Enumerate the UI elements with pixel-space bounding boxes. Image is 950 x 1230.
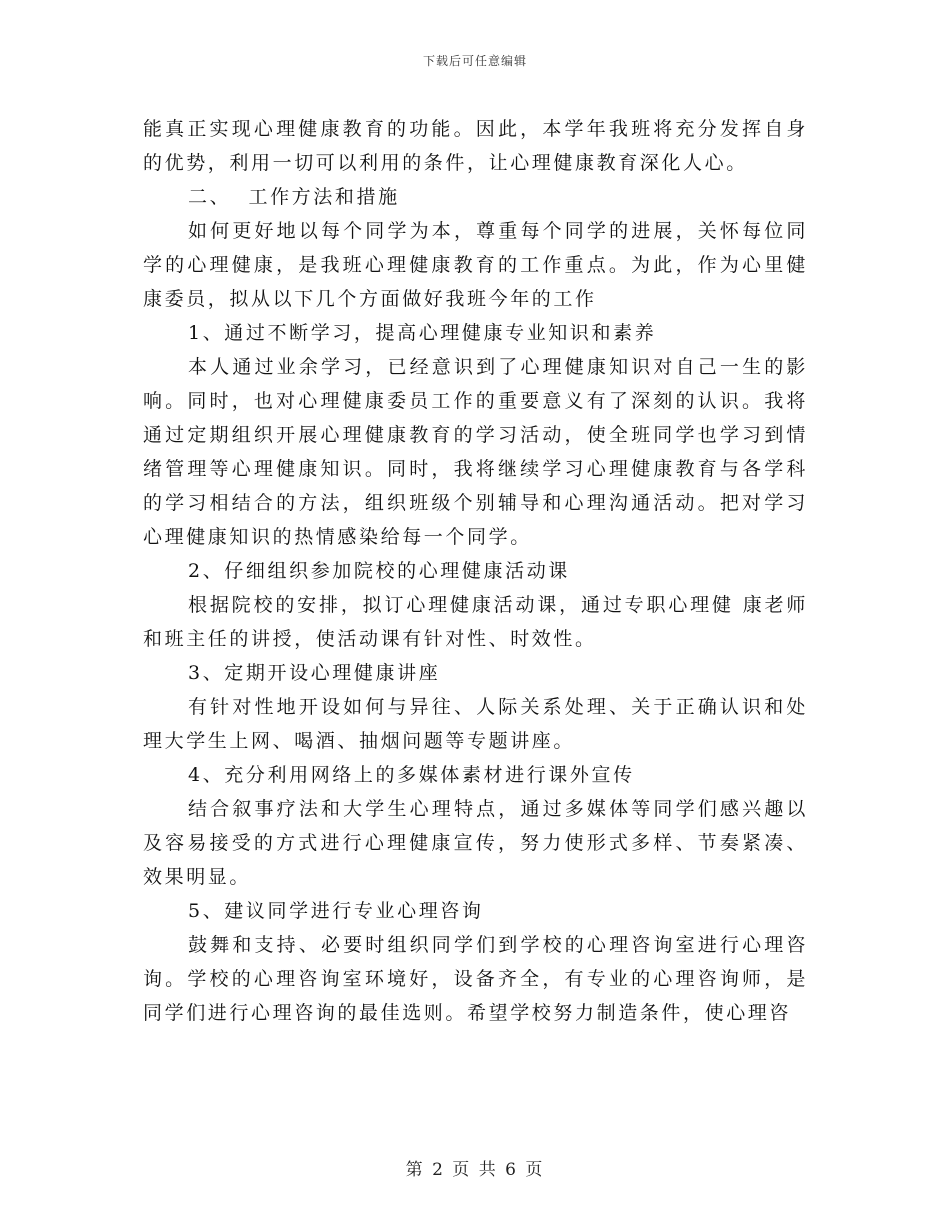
subheading-5: 5、建议同学进行专业心理咨询 <box>188 900 484 922</box>
document-body <box>143 112 808 1030</box>
paragraph-4: 根据院校的安排，拟订心理健康活动课，通过专职心理健 康老师和班主任的讲授，使活动课有针对性、时效性。 <box>143 594 808 650</box>
subheading-1: 1、通过不断学习，提高心理健康专业知识和素养 <box>188 322 657 344</box>
paragraph-3: 本人通过业余学习，已经意识到了心理健康知识对自己一生的影响。同时，也对心理健康委员工作的重要意义有了深刻的认识。我将通过定期组织开展心理健康教育的学习活动，使全班同学也学习到情绪管理等心理健康知识。同时，我将继续学习心理健康教育与各学科的学习相结合的方法，组织班级个别辅导和心理沟通活动。把对学习心理健康知识的热情感染给每一个同学。 <box>143 356 808 548</box>
page-number-footer: 第 2 页 共 6 页 <box>405 1160 545 1180</box>
paragraph-1: 能真正实现心理健康教育的功能。因此，本学年我班将充分发挥自身的优势，利用一切可以利用的条件，让心理健康教育深化人心。 <box>143 118 808 174</box>
paragraph-5: 有针对性地开设如何与异往、人际关系处理、关于正确认识和处理大学生上网、喝酒、抽烟问题等专题讲座。 <box>143 696 808 752</box>
subheading-2: 2、仔细组织参加院校的心理健康活动课 <box>188 560 570 582</box>
subheading-4: 4、充分利用网络上的多媒体素材进行课外宣传 <box>188 764 635 786</box>
section-heading-methods: 二、 工作方法和措施 <box>188 186 400 208</box>
paragraph-2: 如何更好地以每个同学为本，尊重每个同学的进展，关怀每位同学的心理健康，是我班心理健康教育的工作重点。为此，作为心里健康委员，拟从以下几个方面做好我班今年的工作 <box>143 220 808 310</box>
subheading-3: 3、定期开设心理健康讲座 <box>188 662 441 684</box>
paragraph-7: 鼓舞和支持、必要时组织同学们到学校的心理咨询室进行心理咨询。学校的心理咨询室环境好，设备齐全，有专业的心理咨询师，是同学们进行心理咨询的最佳选则。希望学校努力制造条件，使心理咨 <box>143 934 808 1024</box>
page-header: 下载后可任意编辑 <box>422 54 527 68</box>
paragraph-6: 结合叙事疗法和大学生心理特点，通过多媒体等同学们感兴趣以及容易接受的方式进行心理健康宣传，努力使形式多样、节奏紧凑、效果明显。 <box>143 798 808 888</box>
